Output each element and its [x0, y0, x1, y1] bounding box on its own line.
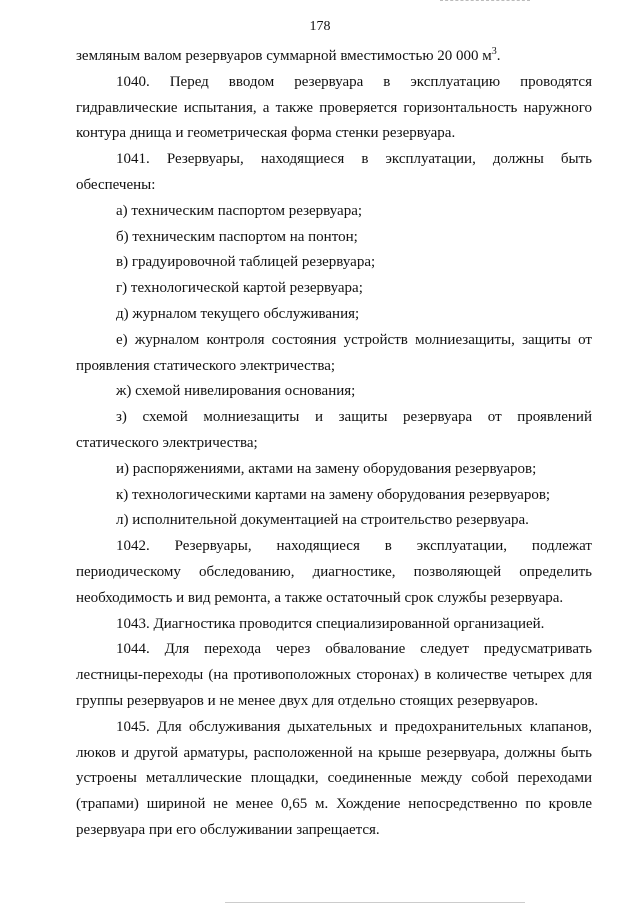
paragraph-1044: 1044. Для перехода через обвалование следует предусматривать лестницы-переходы (на противоположных сторонах) в количестве четырех для группы резервуаров и не менее двух для отдельно стоящих резервуаров. — [76, 641, 592, 709]
list-item-z: з) схемой молниезащиты и защиты резервуара от проявлений статического электричества; — [76, 409, 592, 451]
paragraph-1040: 1040. Перед вводом резервуара в эксплуатацию проводятся гидравлические испытания, а также проверяется горизонтальность наружного контура днища и геометрическая форма стенки резервуара. — [76, 73, 592, 142]
page-content — [76, 44, 592, 844]
list-item-b: б) техническим паспортом на понтон; — [116, 228, 358, 245]
page-number: 178 — [309, 19, 331, 34]
list-item-zh: ж) схемой нивелирования основания; — [116, 383, 356, 400]
paragraph-1042: 1042. Резервуары, находящиеся в эксплуатации, подлежат периодическому обследованию, диагностике, позволяющей определить необходимость и вид ремонта, а также остаточный срок службы резервуара. — [76, 538, 592, 606]
list-item-d: д) журналом текущего обслуживания; — [116, 305, 360, 322]
list-item-g: г) технологической картой резервуара; — [116, 280, 363, 297]
scan-edge-top — [440, 0, 530, 1]
intro-text: земляным валом резервуаров суммарной вместимостью 20 000 м — [76, 48, 492, 64]
list-item-l: л) исполнительной документацией на строительство резервуара. — [116, 512, 529, 529]
scan-edge-bottom — [225, 902, 525, 903]
list-item-i: и) распоряжениями, актами на замену оборудования резервуаров; — [116, 460, 537, 477]
list-item-a: а) техническим паспортом резервуара; — [116, 202, 363, 219]
list-item-k: к) технологическими картами на замену оборудования резервуаров; — [116, 486, 551, 503]
paragraph-1041: 1041. Резервуары, находящиеся в эксплуатации, должны быть обеспечены: — [76, 151, 592, 193]
intro-superscript: 3 — [491, 46, 497, 57]
paragraph-1045: 1045. Для обслуживания дыхательных и предохранительных клапанов, люков и другой арматуры, расположенной на крыше резервуара, должны быть устроены металлические площадки, соединенные между собой переходами (трапами) шириной не менее 0,65 м. Хождение непосредственно по кровле резервуара при его обслуживании запрещается. — [76, 718, 592, 838]
list-item-e: е) журналом контроля состояния устройств молниезащиты, защиты от проявления статического электричества; — [76, 331, 592, 374]
paragraph-1043: 1043. Диагностика проводится специализированной организацией. — [116, 615, 545, 632]
intro-end: . — [496, 48, 501, 64]
intro-line — [76, 44, 592, 70]
list-item-v: в) градуировочной таблицей резервуара; — [116, 254, 376, 271]
